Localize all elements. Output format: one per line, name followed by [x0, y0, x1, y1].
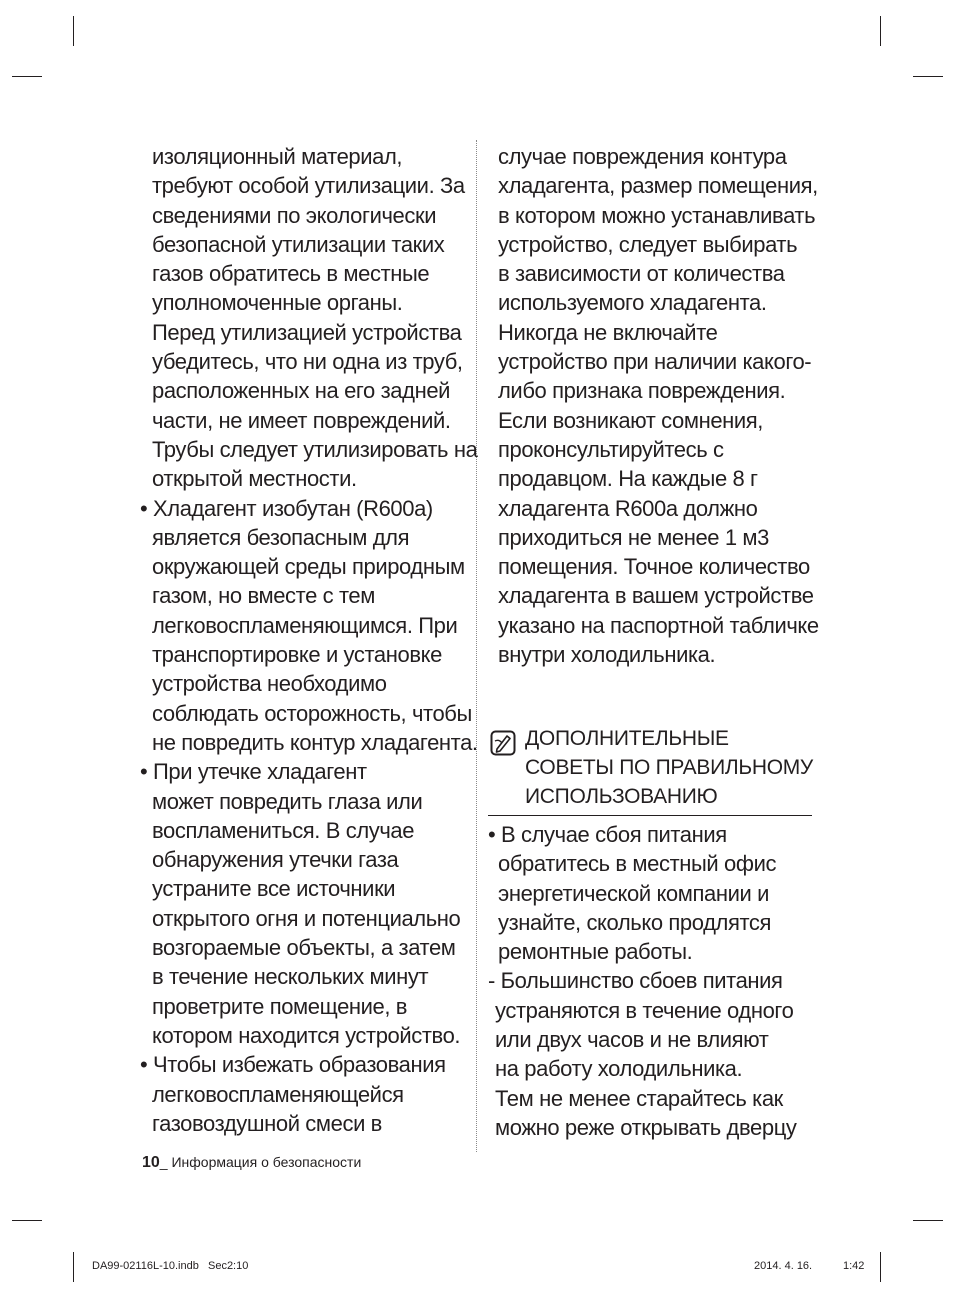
text-line: в котором можно устанавливать [498, 202, 816, 228]
text-line: обратитесь в местный офис [498, 851, 777, 877]
text-line: легковоспламеняющейся [152, 1081, 404, 1107]
text-line: транспортировке и установке [152, 642, 442, 668]
page-number: 10 [142, 1154, 160, 1171]
text-line: устраните все источники [152, 876, 396, 902]
slug-file: DA99-02116L-10.indb Sec2:10 [92, 1260, 249, 1272]
bullet-line: • Чтобы избежать образования [140, 1052, 446, 1078]
text-line: соблюдать осторожность, чтобы [152, 700, 472, 726]
slug-date: 2014. 4. 16. [754, 1260, 813, 1272]
text-line: в зависимости от количества [498, 261, 785, 287]
text-line: Если возникают сомнения, [498, 407, 764, 433]
crop-mark [913, 1220, 943, 1221]
crop-mark [73, 16, 74, 46]
crop-mark [12, 1220, 42, 1221]
text-line: является безопасным для [152, 524, 410, 550]
text-line: легковоспламеняющимся. При [152, 612, 458, 638]
text-line: ремонтные работы. [498, 939, 693, 965]
text-line: газовоздушной смеси в [152, 1110, 382, 1136]
text-line: Перед утилизацией устройства [152, 319, 462, 345]
text-line: открытого огня и потенциально [152, 905, 461, 931]
text-line: убедитесь, что ни одна из труб, [152, 349, 463, 375]
text-line: проветрите помещение, в [152, 993, 408, 1019]
text-line: газов обратитесь в местные [152, 261, 430, 287]
text-line: используемого хладагента. [498, 290, 767, 316]
bullet-line: • Хладагент изобутан (R600a) [140, 495, 433, 521]
dash-line: - Большинство сбоев питания [488, 968, 783, 994]
text-line: хладагента R600a должно [498, 495, 758, 521]
section-heading [488, 724, 812, 816]
text-line: требуют особой утилизации. За [152, 173, 465, 199]
text-line: хладагента, размер помещения, [498, 173, 818, 199]
crop-mark [913, 76, 943, 77]
text-line: Трубы следует утилизировать на [152, 436, 478, 462]
text-line: на работу холодильника. [495, 1056, 743, 1082]
text-line: помещения. Точное количество [498, 554, 810, 580]
bullet-line: • В случае сбоя питания [488, 822, 727, 847]
tips-list [488, 820, 818, 1142]
text-line: устройство при наличии какого- [498, 349, 812, 375]
footer-section: Информация о безопасности [171, 1154, 362, 1170]
page-footer [142, 1154, 361, 1172]
text-line: безопасной утилизации таких [152, 231, 445, 257]
text-line: части, не имеет повреждений. [152, 407, 451, 433]
text-line: внутри холодильника. [498, 642, 716, 668]
heading-line: ИСПОЛЬЗОВАНИЮ [525, 785, 718, 808]
text-line: приходиться не менее 1 м3 [498, 524, 769, 550]
text-line: воспламениться. В случае [152, 817, 415, 843]
text-line: можно реже открывать дверцу [495, 1114, 797, 1140]
text-line: газом, но вместе с тем [152, 583, 375, 609]
heading-line: СОВЕТЫ ПО ПРАВИЛЬНОМУ [525, 756, 813, 779]
text-line: открытой местности. [152, 466, 357, 492]
text-line: либо признака повреждения. [498, 378, 786, 404]
text-line: обнаружения утечки газа [152, 847, 399, 873]
crop-mark [73, 1252, 74, 1282]
crop-mark [12, 76, 42, 77]
text-line: изоляционный материал, [152, 144, 403, 169]
text-line: не повредить контур хладагента. [152, 729, 478, 755]
text-line: возгораемые объекты, а затем [152, 935, 456, 961]
text-line: уполномоченные органы. [152, 290, 403, 316]
text-line: или двух часов и не влияют [495, 1027, 769, 1053]
text-line: расположенных на его задней [152, 378, 451, 404]
heading-line: ДОПОЛНИТЕЛЬНЫЕ [525, 727, 729, 750]
crop-mark [880, 16, 881, 46]
text-line: котором находится устройство. [152, 1022, 461, 1048]
text-line: устраняются в течение одного [495, 997, 794, 1023]
text-line: Никогда не включайте [498, 319, 718, 345]
bullet-line: • При утечке хладагент [140, 759, 367, 785]
text-line: окружающей среды природным [152, 554, 465, 580]
text-line: узнайте, сколько продлятся [498, 909, 772, 935]
slug-time: 1:42 [843, 1260, 865, 1272]
right-column [488, 142, 818, 669]
text-line: хладагента в вашем устройстве [498, 583, 814, 609]
text-line: сведениями по экологически [152, 202, 437, 228]
column-divider [476, 140, 477, 1152]
left-column [140, 142, 478, 1138]
text-line: проконсультируйтесь с [498, 436, 724, 462]
text-line: в течение нескольких минут [152, 964, 429, 990]
text-line: устройство, следует выбирать [498, 231, 798, 257]
text-line: указано на паспортной табличке [498, 612, 819, 638]
text-line: Тем не менее старайтесь как [495, 1085, 783, 1111]
text-line: продавцом. На каждые 8 г [498, 466, 758, 492]
text-line: может повредить глаза или [152, 788, 423, 814]
text-line: устройства необходимо [152, 671, 387, 697]
footer-separator: _ [159, 1154, 172, 1170]
crop-mark [880, 1252, 881, 1282]
note-pencil-icon [490, 730, 516, 756]
text-line: энергетической компании и [498, 880, 769, 906]
text-line: случае повреждения контура [498, 144, 787, 169]
